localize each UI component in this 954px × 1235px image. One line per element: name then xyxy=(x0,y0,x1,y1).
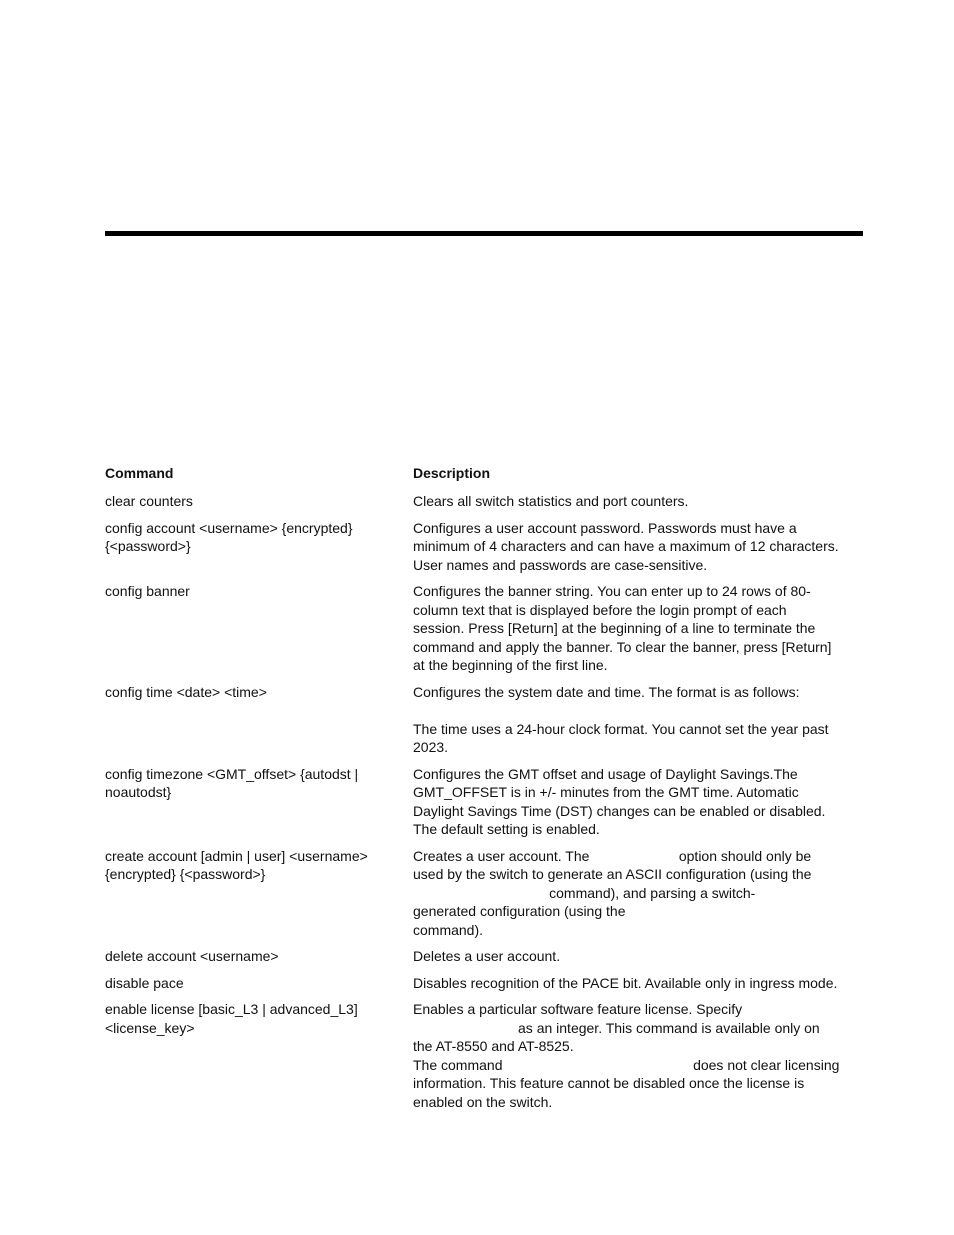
command-text: create account [admin | user] <username> xyxy=(105,847,368,864)
heading-rule xyxy=(105,231,863,236)
description-text: Daylight Savings Time (DST) changes can be enabled or disabled. xyxy=(413,802,826,819)
table-row xyxy=(105,765,860,839)
description-text: at the beginning of the first line. xyxy=(413,657,608,673)
table-body xyxy=(105,492,860,1111)
description-cell xyxy=(413,492,860,511)
command-text: config time <date> <time> xyxy=(105,683,267,700)
description-text: command). xyxy=(413,921,484,938)
description-text: 2023. xyxy=(413,739,449,755)
command-text: {encrypted} {<password>} xyxy=(105,866,266,882)
description-cell xyxy=(413,974,860,993)
description-text: Configures the GMT offset and usage of Daylight Savings.The xyxy=(413,765,798,782)
description-text: generated configuration (using the xyxy=(413,903,626,919)
command-cell xyxy=(105,492,413,511)
table-header xyxy=(105,463,860,483)
description-text: The default setting is enabled. xyxy=(413,821,600,837)
description-text: Creates a user account. The option should only be xyxy=(413,847,812,864)
description-text: Clears all switch statistics and port counters. xyxy=(413,493,689,509)
command-text: clear counters xyxy=(105,493,193,509)
command-text: <license_key> xyxy=(105,1019,195,1036)
command-cell xyxy=(105,683,413,757)
description-cell xyxy=(413,582,860,675)
command-text: delete account <username> xyxy=(105,948,279,964)
command-cell xyxy=(105,847,413,940)
description-text: minimum of 4 characters and can have a maximum of 12 characters. xyxy=(413,538,839,554)
table-row xyxy=(105,1000,860,1111)
table-row xyxy=(105,974,860,993)
description-text: Configures the system date and time. The format is as follows: xyxy=(413,683,800,700)
description-text: command), and parsing a switch- xyxy=(413,884,756,901)
table-row xyxy=(105,947,860,966)
command-text: config account <username> {encrypted} xyxy=(105,519,353,536)
description-text: Enables a particular software feature license. Specify xyxy=(413,1001,743,1017)
command-cell xyxy=(105,1000,413,1111)
table-row xyxy=(105,519,860,575)
table-row xyxy=(105,582,860,675)
command-text: config banner xyxy=(105,583,190,599)
description-text: column text that is displayed before the login prompt of each xyxy=(413,601,787,618)
description-text: as an integer. This command is available only on xyxy=(413,1019,820,1036)
table-row xyxy=(105,683,860,757)
command-cell xyxy=(105,947,413,966)
description-text: used by the switch to generate an ASCII configuration (using the xyxy=(413,866,812,882)
description-cell xyxy=(413,519,860,575)
command-text: {<password>} xyxy=(105,538,191,554)
description-text: enabled on the switch. xyxy=(413,1093,553,1110)
description-cell xyxy=(413,765,860,839)
table-row xyxy=(105,492,860,511)
description-cell xyxy=(413,847,860,940)
description-cell xyxy=(413,683,860,757)
description-text: information. This feature cannot be disabled once the license is xyxy=(413,1075,805,1091)
description-text: The command does not clear licensing xyxy=(413,1056,840,1073)
description-text: Disables recognition of the PACE bit. Available only in ingress mode. xyxy=(413,974,838,991)
command-text: disable pace xyxy=(105,974,184,991)
command-text: config timezone <GMT_offset> {autodst | xyxy=(105,765,359,782)
description-text: Configures a user account password. Passwords must have a xyxy=(413,519,797,536)
command-cell xyxy=(105,582,413,675)
command-cell xyxy=(105,974,413,993)
description-text: session. Press [Return] at the beginning of a line to terminate the xyxy=(413,620,816,636)
command-text: noautodst} xyxy=(105,784,172,800)
description-text: GMT_OFFSET is in +/- minutes from the GMT time. Automatic xyxy=(413,784,799,800)
description-text: Configures the banner string. You can enter up to 24 rows of 80- xyxy=(413,583,811,599)
description-text xyxy=(413,701,860,720)
command-cell xyxy=(105,519,413,575)
description-text: the AT-8550 and AT-8525. xyxy=(413,1038,574,1054)
description-cell xyxy=(413,947,860,966)
table-row xyxy=(105,847,860,940)
description-text: Deletes a user account. xyxy=(413,948,561,964)
command-cell xyxy=(105,765,413,839)
description-text: The time uses a 24-hour clock format. You cannot set the year past xyxy=(413,720,829,737)
description-text: User names and passwords are case-sensitive. xyxy=(413,556,708,573)
command-text: enable license [basic_L3 | advanced_L3] xyxy=(105,1001,358,1017)
description-text: command and apply the banner. To clear the banner, press [Return] xyxy=(413,638,832,655)
description-cell xyxy=(413,1000,860,1111)
command-column-header: Command xyxy=(105,465,174,481)
command-table xyxy=(105,463,860,1119)
description-column-header: Description xyxy=(413,465,491,481)
